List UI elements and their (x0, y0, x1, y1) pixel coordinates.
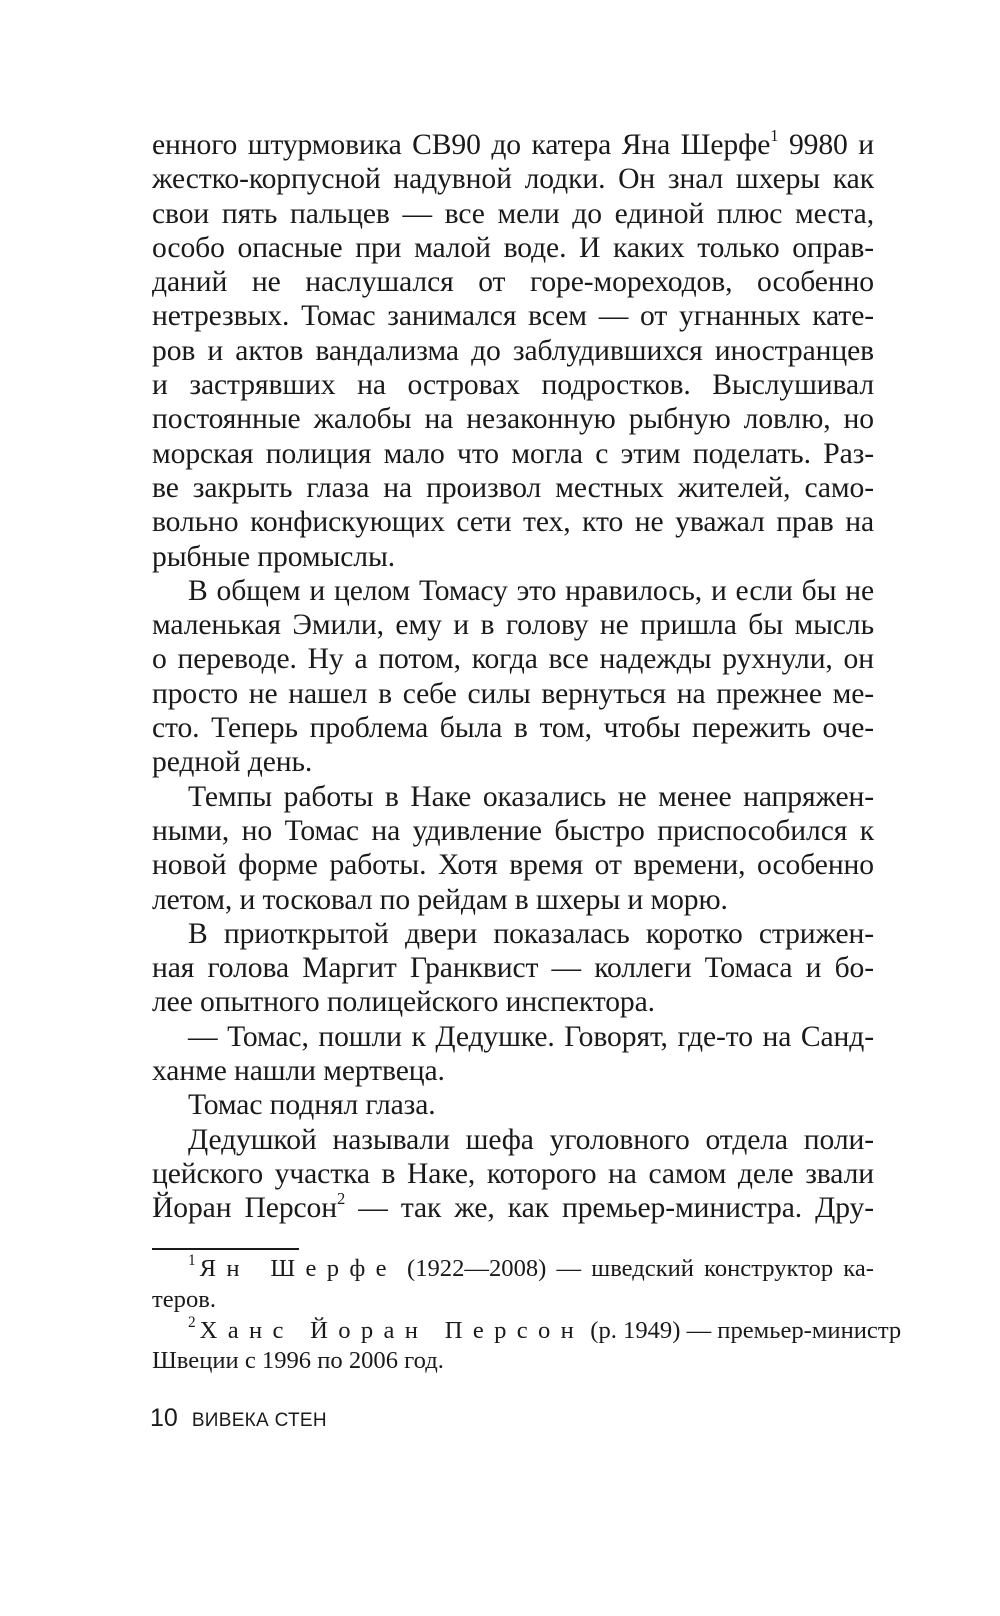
running-footer (150, 1404, 327, 1433)
text-line: маленькая Эмили, ему и в голову не пришла бы мысль (152, 609, 874, 642)
text-line: В приоткрытой двери показалась коротко стрижен- (188, 917, 874, 950)
text-line: енного штурмовика CB90 до катера Яна Шерфе$^1$ 9980 и (152, 126, 875, 161)
text-line: свои пять пальцев — все мели до единой плюс места, (152, 197, 874, 230)
text-line: ная голова Маргит Гранквист — коллеги Томаса и бо- (152, 952, 874, 985)
text-line: ханме нашли мертвеца. (152, 1055, 445, 1088)
footnote-ref-1[interactable]: 1 (770, 126, 779, 146)
footnote-name: Ян Шерфе (199, 1255, 397, 1282)
text-line: — Томас, пошли к Дедушке. Говорят, где-то на Санд- (188, 1020, 874, 1053)
text-line: постоянные жалобы на незаконную рыбную ловлю, но (152, 403, 874, 436)
footnote-2: $^2$ Ханс Йоран Персон (р. 1949) — премьер-министр (188, 1313, 902, 1344)
text-line: нетрезвых. Томас занимался всем — от угнанных кате- (152, 300, 874, 333)
footnote-divider (152, 1248, 299, 1250)
text-line: даний не наслушался от горе-мореходов, особенно (152, 266, 874, 299)
main-text (152, 128, 874, 1226)
text-line: летом, и тосковал по рейдам в шхеры и морю. (152, 883, 728, 916)
footnote-name: Ханс Йоран Персон (199, 1316, 585, 1344)
text-line: особо опасные при малой воде. И каких только оправ- (152, 231, 874, 264)
text-line: Томас поднял глаза. (188, 1089, 436, 1122)
text-line: просто не нашел в себе силы вернуться на прежнее ме- (152, 677, 874, 710)
footnote-2-continuation: Швеции с 1996 по 2006 год. (152, 1347, 444, 1375)
footnote-mark: 1 (188, 1252, 196, 1270)
text-line: Темпы работы в Наке оказались не менее напряжен- (188, 780, 874, 813)
text-line: Дедушкой называли шефа уголовного отдела поли- (188, 1123, 874, 1156)
text-line: Йоран Персон$^2$ — так же, как премьер-министра. Дру- (152, 1189, 874, 1225)
author-name: ВИВЕКА СТЕН (191, 1410, 327, 1431)
text-line: редной день. (152, 746, 313, 779)
text-line: цейского участка в Наке, которого на самом деле звали (152, 1157, 874, 1190)
page-number: 10 (150, 1404, 178, 1432)
text-line: о переводе. Ну а потом, когда все надежды рухнули, он (152, 643, 874, 676)
text-line: вольно конфискующих сети тех, кто не уважал прав на (152, 506, 874, 539)
footnote-ref-2[interactable]: 2 (337, 1189, 346, 1209)
text-line: ров и актов вандализма до заблудившихся иностранцев (152, 334, 874, 367)
footnotes (152, 1252, 902, 1377)
text-line: В общем и целом Томасу это нравилось, и если бы не (188, 574, 874, 607)
text-line: ными, но Томас на удивление быстро приспособился к (152, 814, 874, 847)
text-line: ве закрыть глаза на произвол местных жителей, само- (152, 471, 874, 504)
text-line: рыбные промыслы. (152, 540, 396, 573)
footnote-1-continuation: теров. (152, 1285, 217, 1313)
text-line: лее опытного полицейского инспектора. (152, 986, 655, 1019)
text-line: новой форме работы. Хотя время от времени, особенно (152, 849, 874, 882)
text-line: и застрявших на островах подростков. Выслушивал (152, 369, 874, 402)
footnote-1: $^1$ Ян Шерфе (1922—2008) — шведский конструктор ка- (188, 1252, 874, 1282)
text-line: морская полиция мало что могла с этим поделать. Раз- (152, 437, 874, 470)
footnote-mark: 2 (188, 1313, 196, 1331)
text-line: сто. Теперь проблема была в том, чтобы пережить оче- (152, 712, 874, 745)
text-line: жестко-корпусной надувной лодки. Он знал шхеры как (152, 163, 874, 196)
